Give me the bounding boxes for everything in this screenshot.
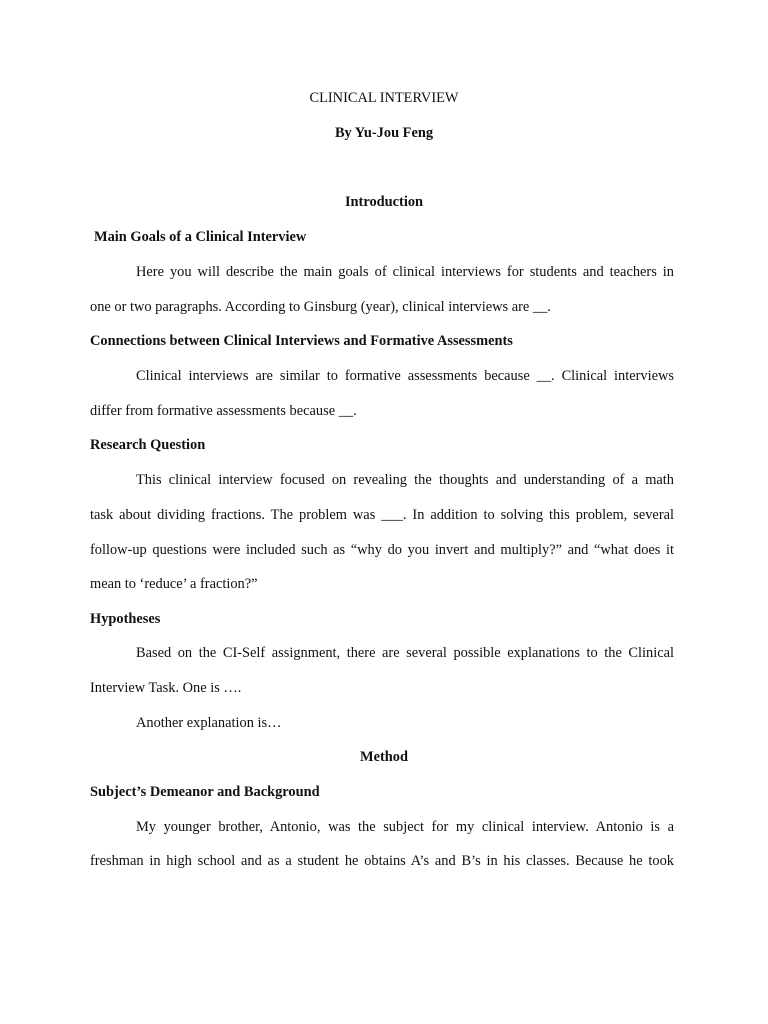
paragraph-line: Clinical interviews are similar to formative assessments because __. Clinical interviews	[136, 368, 674, 384]
paragraph-line: This clinical interview focused on revealing the thoughts and understanding of a math	[136, 472, 674, 488]
section-heading-introduction: Introduction	[344, 194, 424, 210]
paragraph-line: one or two paragraphs. According to Ginsburg (year), clinical interviews are __.	[90, 299, 551, 315]
subheading-research-question: Research Question	[90, 437, 206, 453]
subheading-subject-background: Subject’s Demeanor and Background	[90, 784, 320, 800]
paragraph-line: task about dividing fractions. The problem was ___. In addition to solving this problem, several	[90, 507, 674, 523]
document-title: CLINICAL INTERVIEW	[309, 90, 459, 106]
subheading-hypotheses: Hypotheses	[90, 611, 161, 627]
paragraph-line: Interview Task. One is ….	[90, 680, 242, 696]
subheading-main-goals: Main Goals of a Clinical Interview	[94, 229, 307, 245]
paragraph-line: Another explanation is…	[136, 715, 282, 731]
paragraph-line: follow-up questions were included such as “why do you invert and multiply?” and “what does it	[90, 542, 674, 558]
section-heading-method: Method	[360, 749, 408, 765]
paragraph-line: Based on the CI-Self assignment, there are several possible explanations to the Clinical	[136, 645, 674, 661]
paragraph-line: My younger brother, Antonio, was the subject for my clinical interview. Antonio is a	[136, 819, 674, 835]
paragraph-line: Here you will describe the main goals of clinical interviews for students and teachers in	[136, 264, 674, 280]
paragraph-line: freshman in high school and as a student he obtains A’s and B’s in his classes. Because he took	[90, 853, 674, 869]
paragraph-line: differ from formative assessments because __.	[90, 403, 357, 419]
paragraph-line: mean to ‘reduce’ a fraction?”	[90, 576, 258, 592]
document-author: By Yu-Jou Feng	[334, 125, 434, 141]
subheading-connections: Connections between Clinical Interviews and Formative Assessments	[90, 333, 513, 349]
